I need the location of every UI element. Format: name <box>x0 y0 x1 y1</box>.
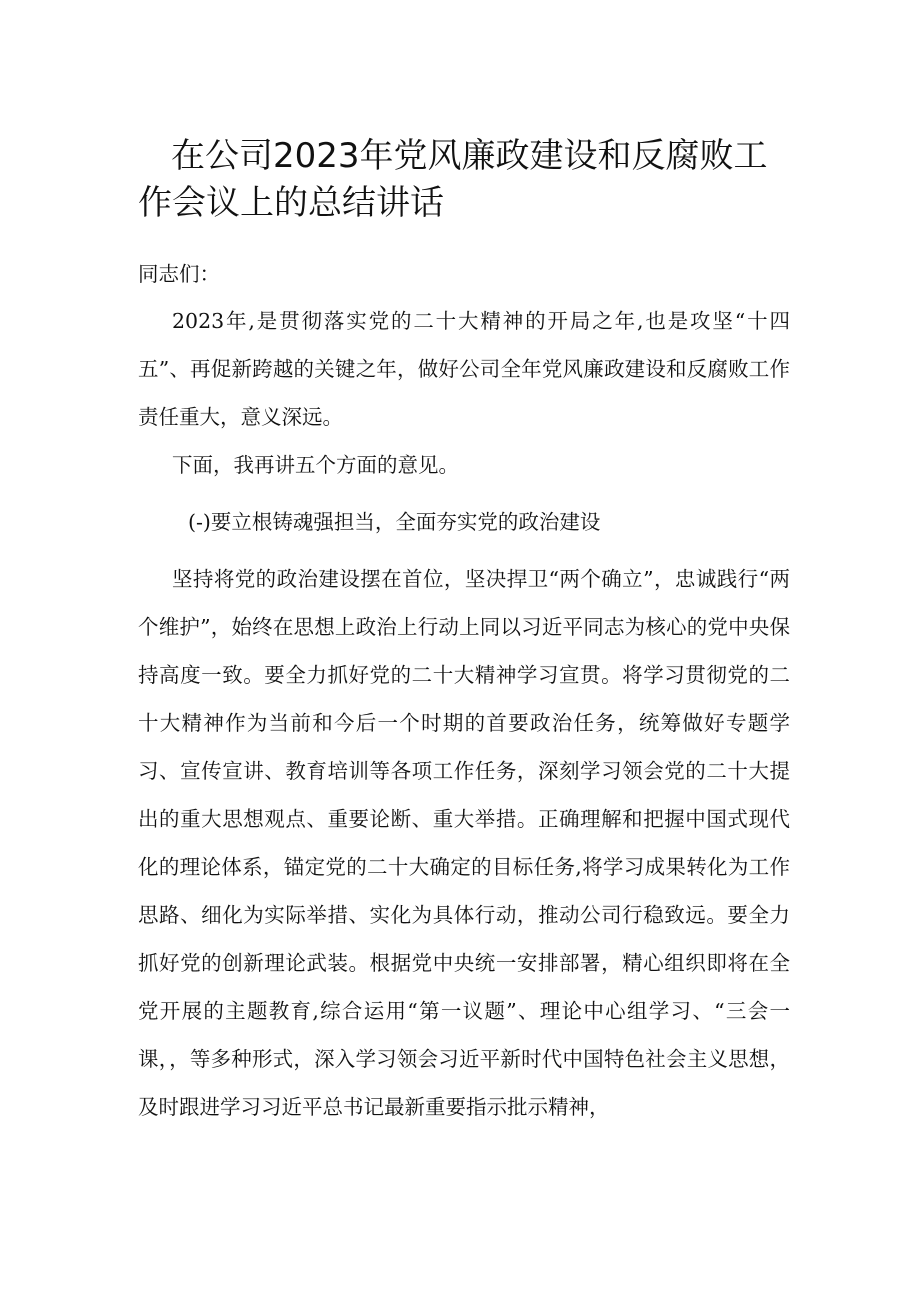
paragraph-intro: 下面，我再讲五个方面的意见。 <box>172 453 459 477</box>
section-heading: (-)要立根铸魂强担当，全面夯实党的政治建设 <box>188 510 601 534</box>
salutation: 同志们： <box>138 262 220 286</box>
paragraph-opening: 2023年,是贯彻落实党的二十大精神的开局之年,也是攻坚“十四五”、再促新跨越的关键之年，做好公司全年党风廉政建设和反腐败工作责任重大，意义深远。 <box>138 309 790 429</box>
document-title: 在公司2023年党风廉政建设和反腐败工作会议上的总结讲话 <box>138 136 768 223</box>
section-body: 坚持将党的政治建设摆在首位，坚决捍卫“两个确立”，忠诚践行“两个维护”，始终在思想上政治上行动上同以习近平同志为核心的党中央保持高度一致。要全力抓好党的二十大精神学习宣贯。将学习贯彻党的二十大精神作为当前和今后一个时期的首要政治任务，统筹做好专题学习、宣传宣讲、教育培训等各项工作任务，深刻学习领会党的二十大提出的重大思想观点、重要论断、重大举措。正确理解和把握中国式现代化的理论体系，锚定党的二十大确定的目标任务,将学习成果转化为工作思路、细化为实际举措、实化为具体行动，推动公司行稳致远。要全力抓好党的创新理论武装。根据党中央统一安排部署，精心组织即将在全党开展的主题教育,综合运用“第一议题”、理论中心组学习、“三会一课，，等多种形式，深入学习领会习近平新时代中国特色社会主义思想，及时跟进学习习近平总书记最新重要指示批示精神， <box>138 567 790 1119</box>
